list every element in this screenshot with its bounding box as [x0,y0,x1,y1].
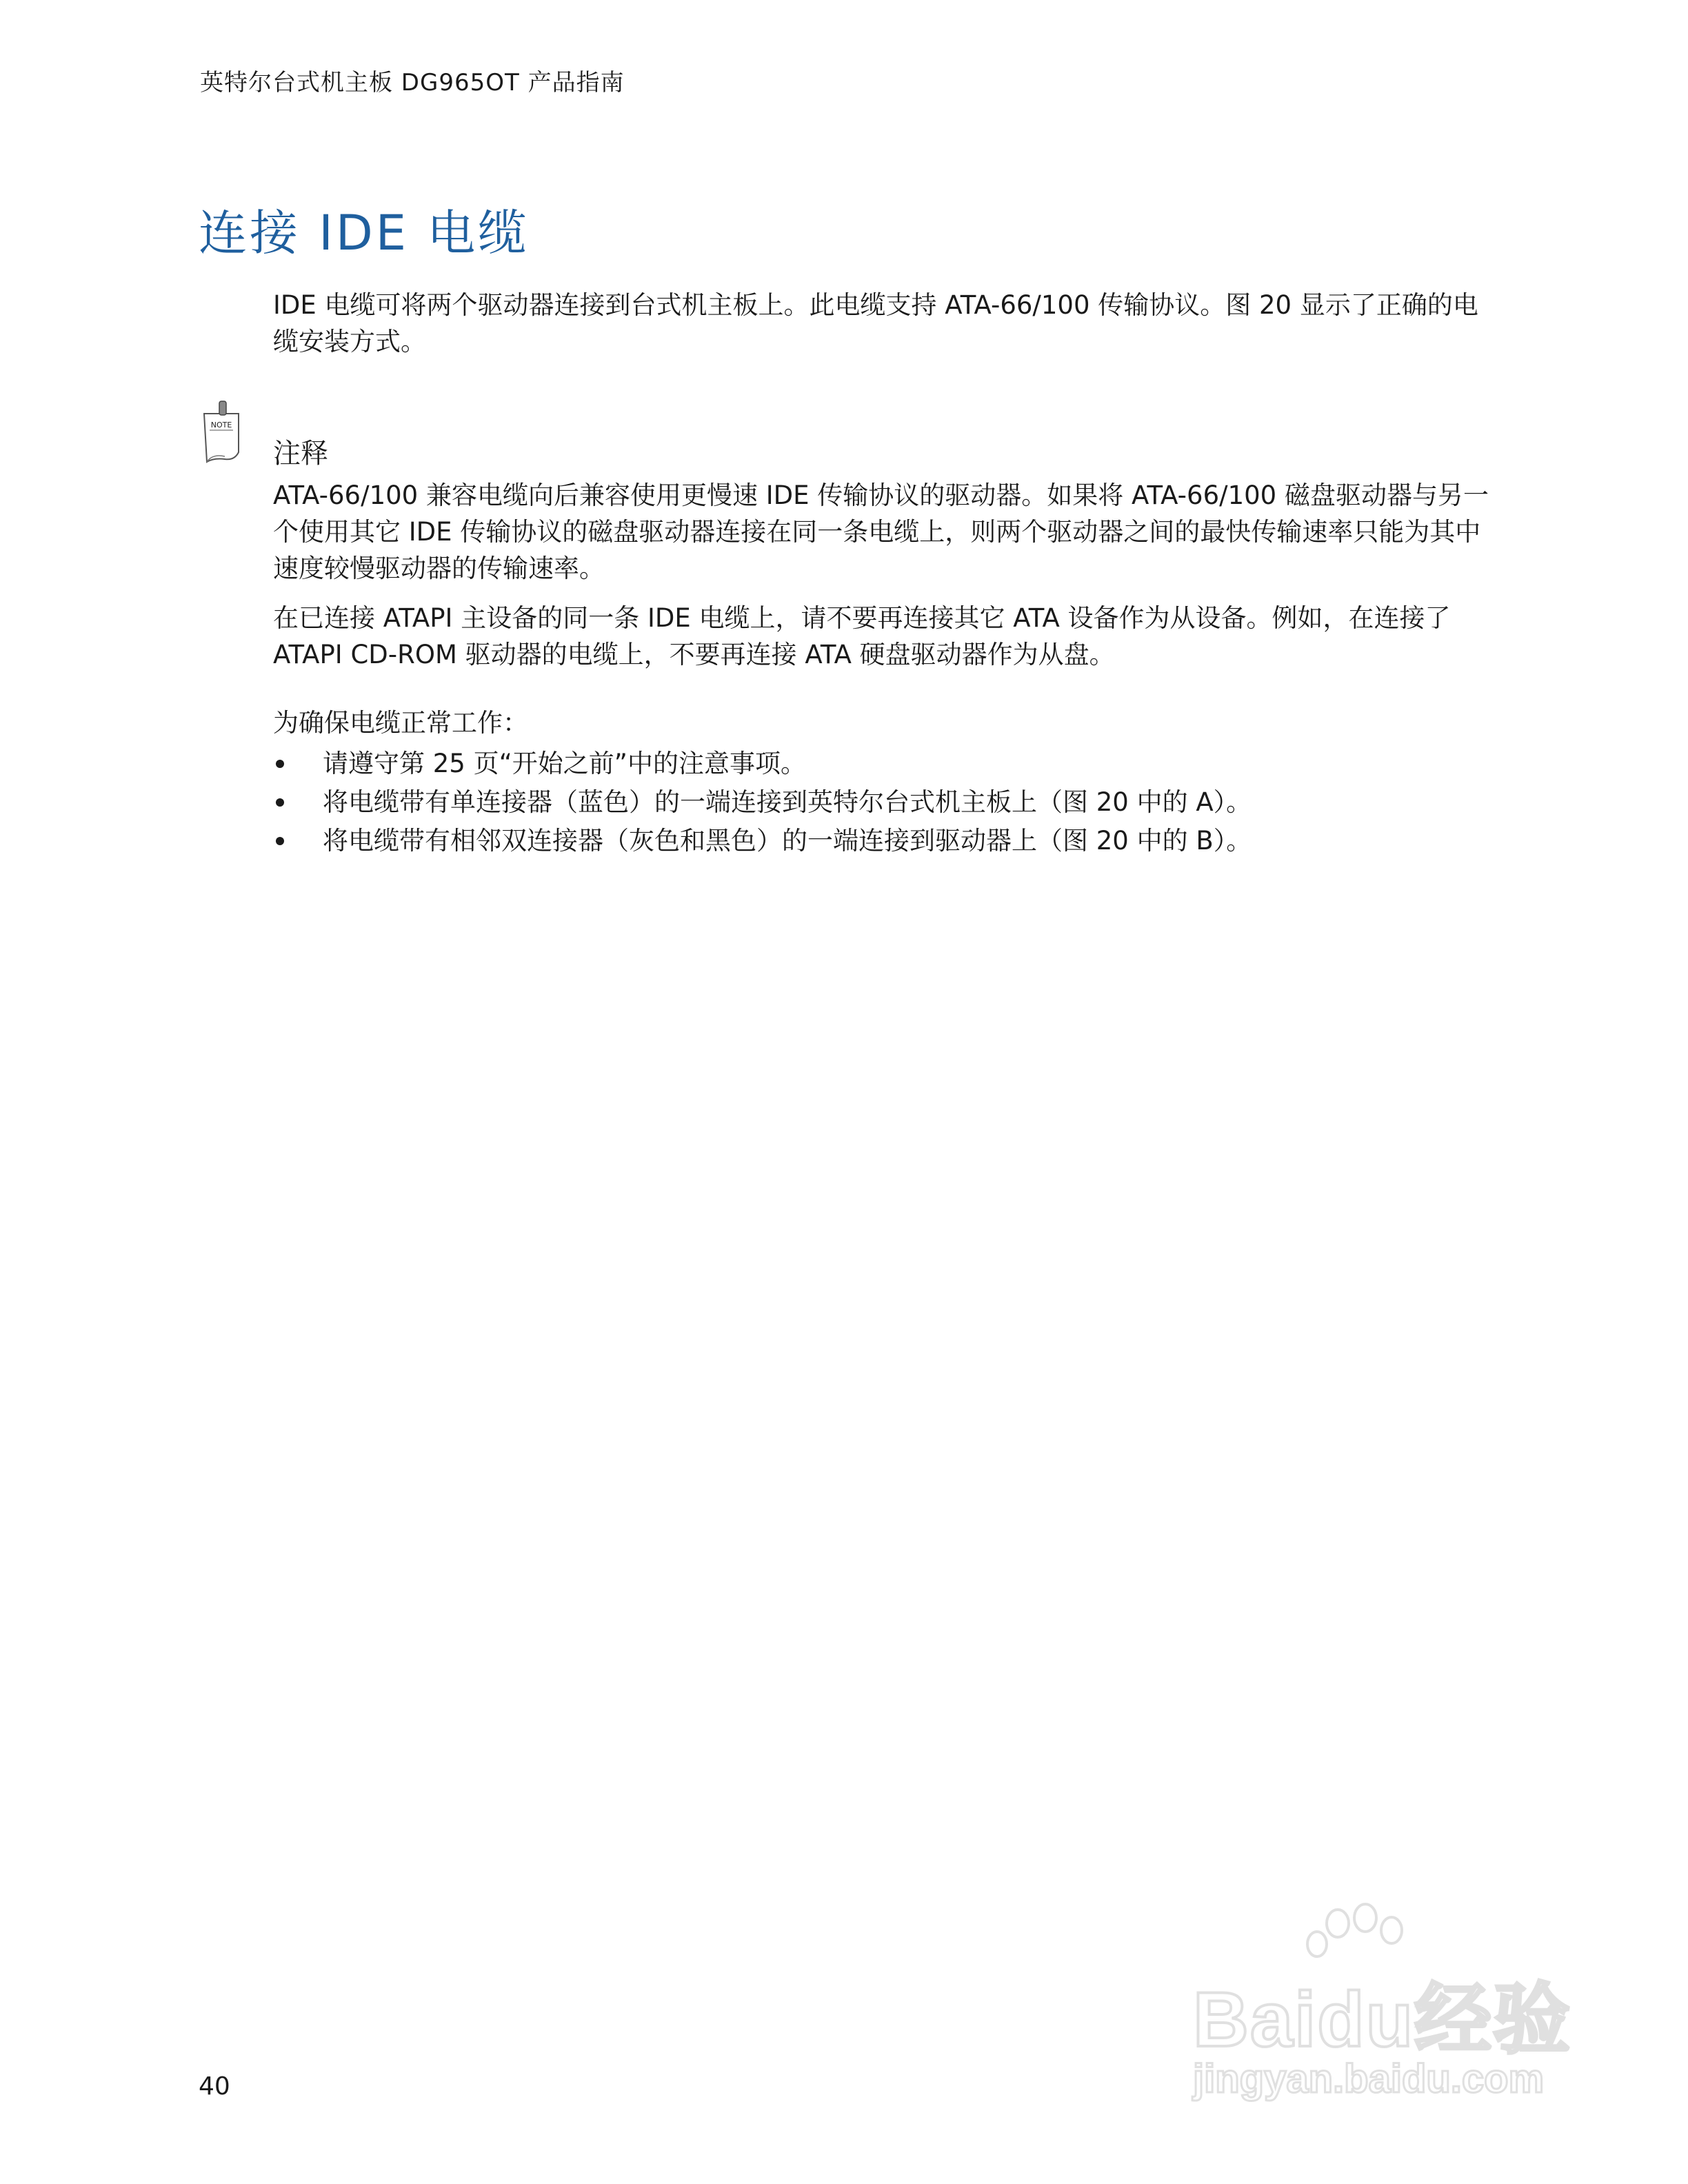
list-item-text: 将电缆带有相邻双连接器（灰色和黑色）的一端连接到驱动器上（图 20 中的 B）。 [323,826,1252,856]
list-item [273,783,1514,822]
intro-paragraph: IDE 电缆可将两个驱动器连接到台式机主板上。此电缆支持 ATA-66/100 传输协议。图 20 显示了正确的电缆安装方式。 [273,290,1478,356]
bullet-icon [276,798,284,807]
note-icon [199,398,248,465]
bullet-icon [276,760,284,768]
note-label: 注释 [273,438,328,469]
instructions-lead: 为确保电缆正常工作： [273,708,528,738]
list-item-text: 请遵守第 25 页“开始之前”中的注意事项。 [323,749,806,778]
note-paragraph-2: 在已连接 ATAPI 主设备的同一条 IDE 电缆上，请不要再连接其它 ATA 设备作为从设备。例如，在连接了 ATAPI CD-ROM 驱动器的电缆上，不要再连接 ATA 硬盘驱动器作为从盘。 [273,603,1451,669]
watermark-main: Baidu经验 [1193,1976,1572,2063]
note-icon-text: NOTE [210,421,232,429]
note-paragraph-1: ATA-66/100 兼容电缆向后兼容使用更慢速 IDE 传输协议的驱动器。如果将 ATA-66/100 磁盘驱动器与另一个使用其它 IDE 传输协议的磁盘驱动器连接在同一条电缆上，则两个驱动器之间的最快传输速率只能为其中速度较慢驱动器的传输速率。 [273,481,1489,583]
list-item-text: 将电缆带有单连接器（蓝色）的一端连接到英特尔台式机主板上（图 20 中的 A）。 [323,787,1252,817]
list-item [273,745,1514,783]
watermark-sub: jingyan.baidu.com [1193,2056,1545,2101]
page-header: 英特尔台式机主板 DG965OT 产品指南 [200,69,625,97]
list-item [273,822,1514,860]
page-number: 40 [199,2072,230,2101]
instruction-list [273,745,1514,860]
section-title: 连接 IDE 电缆 [199,205,530,261]
bullet-icon [276,837,284,845]
watermark [1179,1903,1572,2110]
